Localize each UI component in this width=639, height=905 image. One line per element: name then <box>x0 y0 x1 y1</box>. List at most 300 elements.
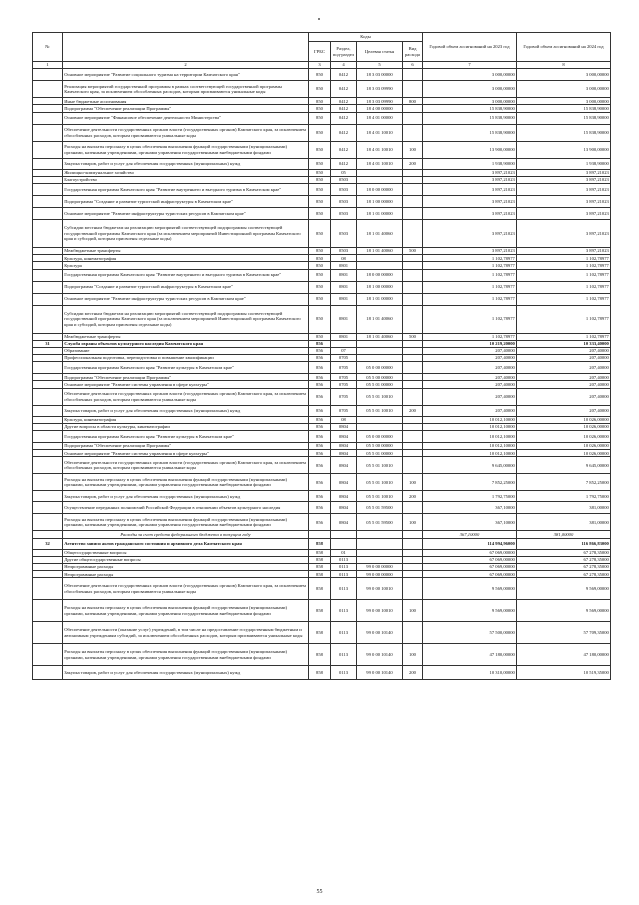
table-row <box>33 531 611 538</box>
row-grbs: 856 <box>309 381 331 388</box>
row-number <box>33 423 63 430</box>
header-target-article: Целевая статья <box>357 42 403 62</box>
row-amount-2023: 47 180,00000 <box>423 644 517 666</box>
row-name: Основное мероприятие "Финансовое обеспечение деятельности Министерства" <box>63 112 309 124</box>
row-name: Межбюджетные трансферты <box>63 333 309 340</box>
row-grbs: 850 <box>309 195 331 207</box>
table-row <box>33 457 611 474</box>
row-name: Подпрограмма "Создание и развитие туристской инфраструктуры в Камчатском крае" <box>63 281 309 293</box>
row-target-article: 99 0 00 10010 <box>357 600 403 622</box>
row-grbs: 858 <box>309 578 331 600</box>
table-row <box>33 355 611 362</box>
row-razdel: 01 <box>331 549 357 556</box>
row-expense-type: 500 <box>403 247 423 254</box>
row-razdel: 0801 <box>331 293 357 305</box>
row-number <box>33 514 63 531</box>
table-row <box>33 219 611 247</box>
row-amount-2023: 207,40000 <box>423 347 517 354</box>
row-grbs: 858 <box>309 644 331 666</box>
table-row <box>33 340 611 347</box>
row-number <box>33 355 63 362</box>
row-number <box>33 262 63 269</box>
table-row <box>33 124 611 141</box>
row-razdel <box>331 531 357 538</box>
row-name: Основное мероприятие "Развитие системы управления в сфере культуры" <box>63 450 309 457</box>
row-amount-2024: 381,00000 <box>517 514 611 531</box>
row-expense-type: 100 <box>403 644 423 666</box>
row-expense-type <box>403 269 423 281</box>
row-amount-2023: 57 500,00000 <box>423 622 517 644</box>
table-row <box>33 262 611 269</box>
row-razdel: 0412 <box>331 105 357 112</box>
row-expense-type <box>403 502 423 514</box>
row-name: Культура, кинематография <box>63 416 309 423</box>
row-number <box>33 81 63 98</box>
row-name: Непрограммные расходы <box>63 563 309 570</box>
row-target-article: 05 0 00 00000 <box>357 362 403 374</box>
row-number <box>33 502 63 514</box>
row-amount-2023: 67 069,00000 <box>423 571 517 578</box>
header-2024: Годовой объем ассигнований на 2024 год <box>517 33 611 62</box>
row-razdel: 0113 <box>331 666 357 680</box>
row-amount-2023: 3 897,21023 <box>423 195 517 207</box>
row-razdel: 0804 <box>331 514 357 531</box>
row-grbs: 856 <box>309 474 331 491</box>
row-razdel: 0503 <box>331 219 357 247</box>
row-expense-type <box>403 293 423 305</box>
row-name: Обеспечение деятельности (оказание услуг) учреждений, в том числе на предоставление государственным бюджетным и автономным учреждениям субсидий, за исключением обособленных расходов, которым присваиваются уникальные коды <box>63 622 309 644</box>
row-amount-2023: 367,10000 <box>423 531 517 538</box>
row-grbs: 858 <box>309 571 331 578</box>
row-expense-type <box>403 388 423 405</box>
row-grbs: 850 <box>309 105 331 112</box>
row-grbs: 850 <box>309 269 331 281</box>
row-number <box>33 549 63 556</box>
row-expense-type: 800 <box>403 98 423 105</box>
row-number <box>33 124 63 141</box>
row-target-article: 05 5 01 59500 <box>357 502 403 514</box>
row-target-article <box>357 556 403 563</box>
row-expense-type <box>403 563 423 570</box>
row-number <box>33 666 63 680</box>
row-razdel: 0412 <box>331 141 357 158</box>
row-target-article: 05 5 00 00000 <box>357 374 403 381</box>
row-name: Реализация мероприятий государственной программы в рамках соответствующей государственной программы Камчатского края, за исключением обособленных расходов, которым присваиваются уникальные коды <box>63 81 309 98</box>
page-number: 55 <box>316 889 323 895</box>
row-expense-type <box>403 443 423 450</box>
table-row <box>33 169 611 176</box>
table-row <box>33 381 611 388</box>
row-target-article <box>357 255 403 262</box>
row-number <box>33 388 63 405</box>
row-target-article <box>357 538 403 549</box>
row-grbs: 858 <box>309 556 331 563</box>
row-expense-type <box>403 362 423 374</box>
row-amount-2023: 114 994,96000 <box>423 538 517 549</box>
table-row <box>33 578 611 600</box>
row-name: Основное мероприятие "Развитие системы управления в сфере культуры" <box>63 381 309 388</box>
column-number: 2 <box>63 62 309 69</box>
row-target-article: 18 1 01 40060 <box>357 305 403 333</box>
table-row <box>33 98 611 105</box>
row-target-article: 18 1 00 00000 <box>357 195 403 207</box>
row-amount-2024: 116 866,83000 <box>517 538 611 549</box>
row-target-article: 99 0 00 10140 <box>357 622 403 644</box>
row-name: Государственная программа Камчатского края "Развитие внутреннего и въездного туризма в Камчатском крае" <box>63 183 309 195</box>
row-number <box>33 381 63 388</box>
row-grbs: 856 <box>309 423 331 430</box>
row-grbs: 850 <box>309 333 331 340</box>
row-expense-type <box>403 305 423 333</box>
row-name: Подпрограмма "Обеспечение реализации Программы" <box>63 105 309 112</box>
row-razdel: 0801 <box>331 269 357 281</box>
row-target-article: 18 1 01 40060 <box>357 333 403 340</box>
row-grbs: 856 <box>309 514 331 531</box>
row-target-article: 05 5 01 10010 <box>357 405 403 416</box>
table-row <box>33 622 611 644</box>
table-row <box>33 255 611 262</box>
table-row <box>33 644 611 666</box>
row-target-article: 18 1 01 00000 <box>357 207 403 219</box>
row-name: Государственная программа Камчатского края "Развитие внутреннего и въездного туризма в Камчатском крае" <box>63 269 309 281</box>
row-grbs <box>309 531 331 538</box>
row-amount-2023: 3 000,00000 <box>423 98 517 105</box>
row-expense-type <box>403 124 423 141</box>
row-razdel: 0705 <box>331 388 357 405</box>
row-grbs: 850 <box>309 281 331 293</box>
row-razdel: 0412 <box>331 112 357 124</box>
row-amount-2024: 9 569,00000 <box>517 578 611 600</box>
table-row <box>33 195 611 207</box>
row-razdel: 0705 <box>331 374 357 381</box>
row-razdel: 0804 <box>331 474 357 491</box>
row-name: Подпрограмма "Обеспечение реализации Программы" <box>63 374 309 381</box>
row-name: Закупка товаров, работ и услуг для обеспечения государственных (муниципальных) нужд <box>63 666 309 680</box>
row-amount-2024: 15 838,90000 <box>517 105 611 112</box>
row-target-article: 18 4 01 10010 <box>357 124 403 141</box>
row-target-article: 05 5 01 00000 <box>357 450 403 457</box>
header-expense-type: Вид расхода <box>403 42 423 62</box>
row-amount-2023: 10 012,10000 <box>423 443 517 450</box>
row-razdel: 0705 <box>331 381 357 388</box>
row-razdel: 0804 <box>331 431 357 443</box>
row-grbs: 850 <box>309 112 331 124</box>
row-expense-type <box>403 281 423 293</box>
row-amount-2024: 207,40000 <box>517 355 611 362</box>
row-name: Образование <box>63 347 309 354</box>
table-row <box>33 563 611 570</box>
row-amount-2024: 67 278,35000 <box>517 556 611 563</box>
row-amount-2023: 3 897,21023 <box>423 176 517 183</box>
row-amount-2023: 207,40000 <box>423 374 517 381</box>
row-amount-2023: 10 012,10000 <box>423 450 517 457</box>
row-grbs: 850 <box>309 81 331 98</box>
row-expense-type <box>403 262 423 269</box>
row-grbs: 858 <box>309 600 331 622</box>
row-name: Профессиональная подготовка, переподготовка и повышение квалификации <box>63 355 309 362</box>
row-amount-2024: 1 102,78977 <box>517 255 611 262</box>
table-row <box>33 538 611 549</box>
row-amount-2023: 10 310,00000 <box>423 666 517 680</box>
row-name: Расходы на выплаты персоналу в целях обеспечения выполнения функций государственными (муниципальными) органами, казенными учреждениями, органами управления государственными внебюджетными фондами <box>63 474 309 491</box>
budget-table-sheet <box>32 32 610 680</box>
row-number: 31 <box>33 340 63 347</box>
row-amount-2024: 10 519,35000 <box>517 666 611 680</box>
table-row <box>33 81 611 98</box>
row-grbs: 856 <box>309 443 331 450</box>
row-grbs: 856 <box>309 431 331 443</box>
row-amount-2024: 9 569,00000 <box>517 600 611 622</box>
row-amount-2024: 381,00000 <box>517 531 611 538</box>
row-grbs: 856 <box>309 388 331 405</box>
row-expense-type <box>403 381 423 388</box>
row-amount-2023: 367,10000 <box>423 502 517 514</box>
row-amount-2024: 13 900,00000 <box>517 141 611 158</box>
row-number <box>33 98 63 105</box>
row-amount-2024: 9 645,00000 <box>517 457 611 474</box>
row-amount-2023: 1 102,78977 <box>423 262 517 269</box>
row-number <box>33 207 63 219</box>
row-target-article: 18 4 01 00000 <box>357 112 403 124</box>
row-expense-type <box>403 183 423 195</box>
row-razdel: 0113 <box>331 571 357 578</box>
row-amount-2023: 13 900,00000 <box>423 141 517 158</box>
row-name: Подпрограмма "Обеспечение реализации Программы" <box>63 443 309 450</box>
row-target-article: 05 5 00 00000 <box>357 443 403 450</box>
row-number <box>33 374 63 381</box>
row-name: Государственная программа Камчатского края "Развитие культуры в Камчатском крае" <box>63 362 309 374</box>
row-number <box>33 195 63 207</box>
row-target-article: 18 3 03 09990 <box>357 81 403 98</box>
row-target-article: 18 0 00 00000 <box>357 183 403 195</box>
row-amount-2024: 3 897,21023 <box>517 207 611 219</box>
row-grbs: 858 <box>309 538 331 549</box>
row-target-article: 18 0 00 00000 <box>357 269 403 281</box>
row-expense-type: 100 <box>403 514 423 531</box>
row-amount-2024: 207,40000 <box>517 347 611 354</box>
row-number <box>33 405 63 416</box>
row-amount-2024: 47 180,00000 <box>517 644 611 666</box>
table-row <box>33 105 611 112</box>
row-amount-2023: 1 102,78977 <box>423 293 517 305</box>
row-amount-2023: 1 792,75000 <box>423 491 517 502</box>
row-expense-type <box>403 195 423 207</box>
row-target-article: 18 4 01 10010 <box>357 141 403 158</box>
row-number <box>33 457 63 474</box>
row-grbs: 850 <box>309 158 331 169</box>
table-row <box>33 491 611 502</box>
row-grbs: 850 <box>309 262 331 269</box>
row-amount-2023: 10 012,10000 <box>423 416 517 423</box>
row-amount-2023: 207,40000 <box>423 405 517 416</box>
row-name: Другие вопросы в области культуры, кинематографии <box>63 423 309 430</box>
row-number <box>33 281 63 293</box>
row-name: Непрограммные расходы <box>63 571 309 578</box>
row-expense-type <box>403 571 423 578</box>
row-amount-2024: 381,00000 <box>517 502 611 514</box>
row-amount-2023: 207,40000 <box>423 381 517 388</box>
row-number <box>33 69 63 81</box>
row-number <box>33 112 63 124</box>
row-expense-type <box>403 255 423 262</box>
row-expense-type <box>403 176 423 183</box>
row-expense-type <box>403 423 423 430</box>
row-name: Государственная программа Камчатского края "Развитие культуры в Камчатском крае" <box>63 431 309 443</box>
row-name: Обеспечение деятельности государственных органов власти (государственных органов) Камчатского края, за исключением обособленных расходов, которым присваиваются уникальные коды <box>63 578 309 600</box>
row-grbs: 850 <box>309 219 331 247</box>
row-name: Закупка товаров, работ и услуг для обеспечения государственных (муниципальных) нужд <box>63 491 309 502</box>
row-amount-2024: 67 278,35000 <box>517 571 611 578</box>
row-name: Агентство записи актов гражданского состояния и архивного дела Камчатского края <box>63 538 309 549</box>
header-codes: Коды <box>309 33 423 42</box>
row-expense-type: 100 <box>403 141 423 158</box>
row-target-article <box>357 262 403 269</box>
header-number: № <box>33 33 63 62</box>
row-grbs: 858 <box>309 622 331 644</box>
row-amount-2023: 1 102,78977 <box>423 255 517 262</box>
row-amount-2023: 9 569,00000 <box>423 600 517 622</box>
row-grbs: 856 <box>309 502 331 514</box>
row-amount-2023: 3 000,00000 <box>423 69 517 81</box>
row-amount-2024: 10 026,00000 <box>517 450 611 457</box>
row-grbs: 850 <box>309 207 331 219</box>
row-name: Служба охраны объектов культурного наследия Камчатского края <box>63 340 309 347</box>
table-row <box>33 431 611 443</box>
row-razdel: 0113 <box>331 622 357 644</box>
table-row <box>33 247 611 254</box>
row-target-article: 18 4 01 10010 <box>357 158 403 169</box>
row-razdel: 0412 <box>331 69 357 81</box>
row-expense-type: 100 <box>403 600 423 622</box>
row-grbs: 850 <box>309 247 331 254</box>
row-target-article <box>357 347 403 354</box>
row-name: Субсидии местным бюджетам на реализацию мероприятий соответствующей подпрограммы соответствующей государственной программы Камчатского края (за исключением мероприятий Инвестиционной программы Камчатского края и субсидий, которым присвоены отдельные коды) <box>63 305 309 333</box>
table-row <box>33 176 611 183</box>
row-grbs: 850 <box>309 98 331 105</box>
row-name: Основное мероприятие "Развитие социального туризма на территории Камчатского края" <box>63 69 309 81</box>
table-row <box>33 556 611 563</box>
row-target-article: 99 0 00 10010 <box>357 578 403 600</box>
row-amount-2024: 10 026,00000 <box>517 443 611 450</box>
row-expense-type: 100 <box>403 474 423 491</box>
row-expense-type: 500 <box>403 333 423 340</box>
row-amount-2024: 1 102,78977 <box>517 281 611 293</box>
table-row <box>33 158 611 169</box>
row-expense-type <box>403 219 423 247</box>
row-grbs: 856 <box>309 491 331 502</box>
row-amount-2024: 3 897,21023 <box>517 247 611 254</box>
row-amount-2024: 10 333,40000 <box>517 340 611 347</box>
row-name: Расходы на выплаты персоналу в целях обеспечения выполнения функций государственными (муниципальными) органами, казенными учреждениями, органами управления государственными внебюджетными фондами <box>63 514 309 531</box>
row-amount-2024: 207,40000 <box>517 381 611 388</box>
row-number <box>33 416 63 423</box>
row-grbs: 856 <box>309 347 331 354</box>
column-number: 1 <box>33 62 63 69</box>
table-row <box>33 571 611 578</box>
row-grbs: 850 <box>309 176 331 183</box>
table-row <box>33 333 611 340</box>
table-row <box>33 362 611 374</box>
table-row <box>33 112 611 124</box>
column-number: 7 <box>423 62 517 69</box>
row-amount-2024: 207,40000 <box>517 362 611 374</box>
row-target-article <box>357 340 403 347</box>
row-expense-type <box>403 347 423 354</box>
header-2023: Годовой объем ассигнований на 2023 год <box>423 33 517 62</box>
row-razdel: 0113 <box>331 578 357 600</box>
row-expense-type: 200 <box>403 491 423 502</box>
row-grbs: 856 <box>309 374 331 381</box>
row-razdel: 08 <box>331 255 357 262</box>
row-razdel: 0801 <box>331 305 357 333</box>
row-amount-2023: 15 838,90000 <box>423 124 517 141</box>
row-name: Расходы за счет средств федерального бюджета в текущем году <box>63 531 309 538</box>
row-grbs: 856 <box>309 416 331 423</box>
row-number <box>33 563 63 570</box>
row-razdel: 0801 <box>331 333 357 340</box>
row-number <box>33 183 63 195</box>
row-grbs: 850 <box>309 255 331 262</box>
row-razdel: 0804 <box>331 423 357 430</box>
row-amount-2024: 3 897,21023 <box>517 195 611 207</box>
row-grbs: 850 <box>309 293 331 305</box>
row-amount-2023: 10 219,20000 <box>423 340 517 347</box>
row-target-article <box>357 416 403 423</box>
row-amount-2023: 3 897,21023 <box>423 183 517 195</box>
row-name: Обеспечение деятельности государственных органов власти (государственных органов) Камчатского края, за исключением обособленных расходов, которым присваиваются уникальные коды <box>63 124 309 141</box>
table-row <box>33 600 611 622</box>
row-target-article: 18 3 03 09990 <box>357 98 403 105</box>
row-razdel: 0412 <box>331 81 357 98</box>
row-razdel: 0113 <box>331 600 357 622</box>
row-grbs: 856 <box>309 457 331 474</box>
row-target-article <box>357 169 403 176</box>
row-razdel: 0113 <box>331 563 357 570</box>
row-number <box>33 450 63 457</box>
column-number: 5 <box>357 62 403 69</box>
row-amount-2023: 1 102,78977 <box>423 281 517 293</box>
row-target-article: 05 0 00 00000 <box>357 431 403 443</box>
row-amount-2024: 3 897,21023 <box>517 169 611 176</box>
row-number <box>33 644 63 666</box>
row-razdel <box>331 538 357 549</box>
row-target-article <box>357 531 403 538</box>
row-number <box>33 362 63 374</box>
row-grbs: 850 <box>309 141 331 158</box>
row-expense-type <box>403 538 423 549</box>
row-expense-type <box>403 549 423 556</box>
row-razdel: 0113 <box>331 644 357 666</box>
row-amount-2024: 15 838,90000 <box>517 124 611 141</box>
row-amount-2024: 15 838,90000 <box>517 112 611 124</box>
row-razdel: 0801 <box>331 281 357 293</box>
row-amount-2023: 67 069,00000 <box>423 549 517 556</box>
row-expense-type <box>403 340 423 347</box>
table-row <box>33 443 611 450</box>
row-name: Расходы на выплаты персоналу в целях обеспечения выполнения функций государственными (муниципальными) органами, казенными учреждениями, органами управления государственными внебюджетными фондами <box>63 600 309 622</box>
row-number <box>33 578 63 600</box>
row-target-article: 99 0 00 10140 <box>357 666 403 680</box>
row-name: Межбюджетные трансферты <box>63 247 309 254</box>
row-number: 32 <box>33 538 63 549</box>
row-target-article <box>357 423 403 430</box>
row-name: Общегосударственные вопросы <box>63 549 309 556</box>
row-name: Обеспечение деятельности государственных органов власти (государственных органов) Камчатского края, за исключением обособленных расходов, которым присваиваются уникальные коды <box>63 457 309 474</box>
row-razdel: 0412 <box>331 98 357 105</box>
row-target-article: 05 5 01 10010 <box>357 457 403 474</box>
row-name: Иные бюджетные ассигнования <box>63 98 309 105</box>
table-row <box>33 666 611 680</box>
